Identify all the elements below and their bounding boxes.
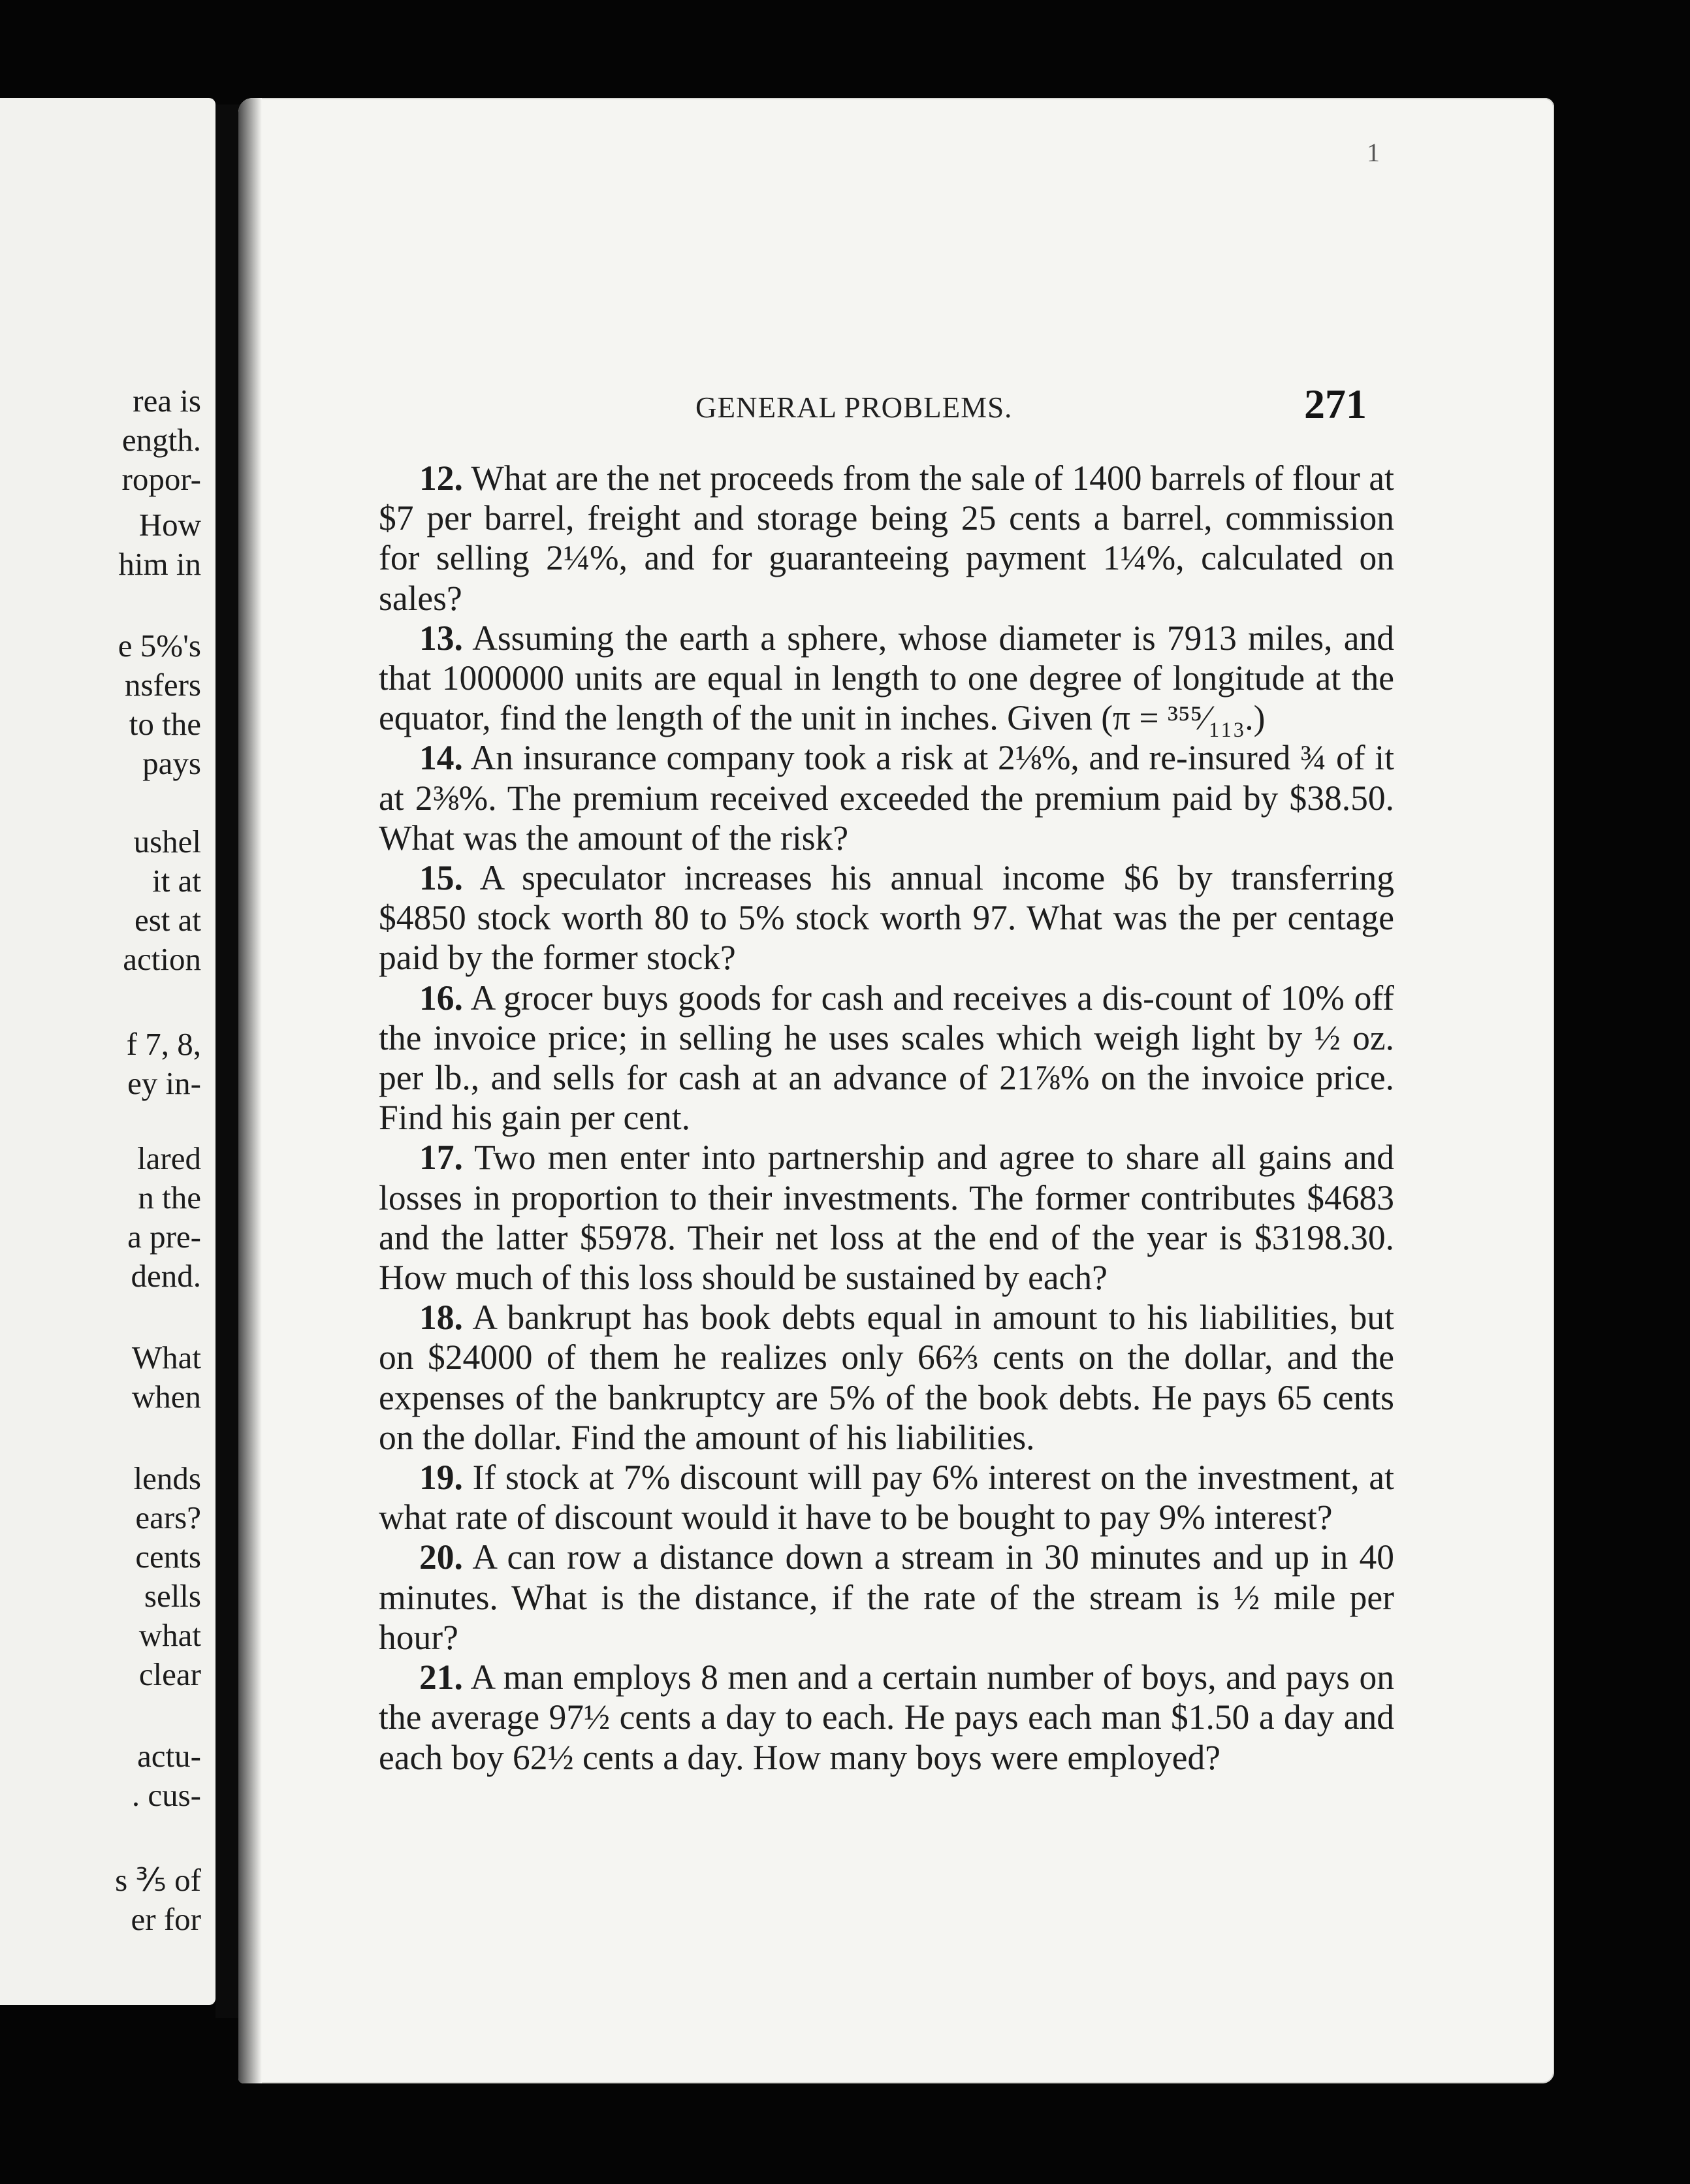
left-page-line: cents [135, 1539, 201, 1575]
left-page-line: action [123, 941, 201, 977]
problem-text: Two men enter into partnership and agree to share all gains and losses in proportion to their investments. The former contributes $4683 and the latter $5978. Their net loss at the end of the year is $3198.30. How much of this loss should be sustained by each? [379, 1138, 1394, 1298]
problem-text: Assuming the earth a sphere, whose diameter is 7913 miles, and that 1000000 units are equal in length to one degree of longitude at the equator, find the length of the unit in inches. Given (π = ³⁵⁵⁄₁₁₃.) [379, 618, 1394, 738]
problem-16 [379, 978, 1394, 1138]
left-page-line: it at [152, 863, 201, 899]
problem-number: 16. [419, 978, 463, 1018]
left-page-line: n the [138, 1180, 201, 1215]
left-page-line: ey in- [127, 1065, 201, 1101]
left-page-line: f 7, 8, [126, 1026, 201, 1062]
problem-19 [379, 1458, 1394, 1537]
problem-text: A grocer buys goods for cash and receives a dis-count of 10% off the invoice price; in selling he uses scales which weigh light by ½ oz. per lb., and sells for cash at an advance of 21⅞% on the invoice price. Find his gain per cent. [379, 978, 1394, 1138]
problem-number: 15. [419, 858, 463, 898]
problem-list [379, 458, 1394, 1778]
problem-13 [379, 618, 1394, 739]
left-page-line: ropor- [121, 461, 201, 497]
left-page-line: s ⅗ of [115, 1862, 201, 1898]
problem-number: 21. [419, 1658, 463, 1697]
problem-12 [379, 458, 1394, 618]
problem-number: 20. [419, 1537, 463, 1577]
left-page-line: sells [144, 1578, 201, 1614]
problem-text: A speculator increases his annual income $6 by transferring $4850 stock worth 80 to 5% stock worth 97. What was the per centage paid by the former stock? [379, 858, 1394, 978]
problem-text: A bankrupt has book debts equal in amount to his liabilities, but on $24000 of them he realizes only 66⅔ cents on the dollar, and the expenses of the bankruptcy are 5% of the book debts. He pays 65 cents on the dollar. Find the amount of his liabilities. [379, 1298, 1394, 1457]
problem-14 [379, 738, 1394, 858]
problem-17 [379, 1138, 1394, 1298]
left-page-line: ushel [133, 824, 201, 859]
left-page-line: e 5%'s [118, 628, 201, 664]
problem-text: A man employs 8 men and a certain number of boys, and pays on the average 97½ cents a day to each. He pays each man $1.50 a day and each boy 62½ cents a day. How many boys were employed? [379, 1658, 1394, 1777]
left-page-line: pays [142, 745, 201, 781]
problem-text: If stock at 7% discount will pay 6% interest on the investment, at what rate of discount would it have to be bought to pay 9% interest? [379, 1458, 1395, 1537]
problem-number: 17. [419, 1138, 463, 1178]
book-page [238, 98, 1554, 2083]
left-page-line: est at [134, 902, 201, 938]
left-page-line: to the [129, 706, 201, 742]
running-title: GENERAL PROBLEMS. [695, 391, 1013, 424]
page-number: 271 [1304, 381, 1367, 427]
left-page-line: lared [137, 1140, 201, 1176]
problem-18 [379, 1298, 1394, 1458]
left-page-line: clear [138, 1656, 201, 1692]
problem-20 [379, 1537, 1394, 1658]
problem-21 [379, 1658, 1394, 1778]
previous-page-fragment [0, 98, 215, 2005]
problem-number: 18. [419, 1298, 463, 1338]
problem-text: An insurance company took a risk at 2⅛%, and re-insured ¾ of it at 2⅜%. The premium received exceeded the premium paid by $38.50. What was the amount of the risk? [379, 738, 1394, 858]
left-page-line: what [138, 1617, 201, 1653]
page-header [238, 294, 1554, 427]
corner-mark: 1 [1367, 138, 1380, 167]
page-edge-shadow [238, 98, 262, 2083]
left-page-line: ength. [121, 422, 201, 458]
left-page-line: ears? [135, 1500, 201, 1535]
left-page-line: a pre- [127, 1219, 201, 1255]
problem-number: 14. [419, 738, 463, 778]
left-page-line: er for [131, 1901, 201, 1937]
left-page-line: nsfers [124, 667, 201, 703]
left-page-line: lends [133, 1460, 201, 1496]
left-page-line: What [131, 1340, 201, 1375]
left-page-line: . cus- [131, 1777, 201, 1813]
problem-text: A can row a distance down a stream in 30 minutes and up in 40 minutes. What is the distance, if the rate of the stream is ½ mile per hour? [379, 1537, 1394, 1657]
left-page-line: How [138, 507, 201, 543]
problem-text: What are the net proceeds from the sale of 1400 barrels of flour at $7 per barrel, freight and storage being 25 cents a barrel, commission for selling 2¼%, and for guaranteeing payment 1¼%, calculated on sales? [379, 458, 1394, 618]
problem-number: 19. [419, 1458, 463, 1498]
problem-15 [379, 858, 1394, 978]
left-page-line: him in [118, 546, 201, 582]
left-page-line: actu- [137, 1738, 201, 1774]
left-page-line: dend. [131, 1258, 201, 1294]
left-page-line: rea is [133, 383, 201, 419]
left-page-line: when [131, 1379, 201, 1415]
problem-number: 13. [419, 618, 463, 658]
problem-number: 12. [419, 458, 463, 498]
